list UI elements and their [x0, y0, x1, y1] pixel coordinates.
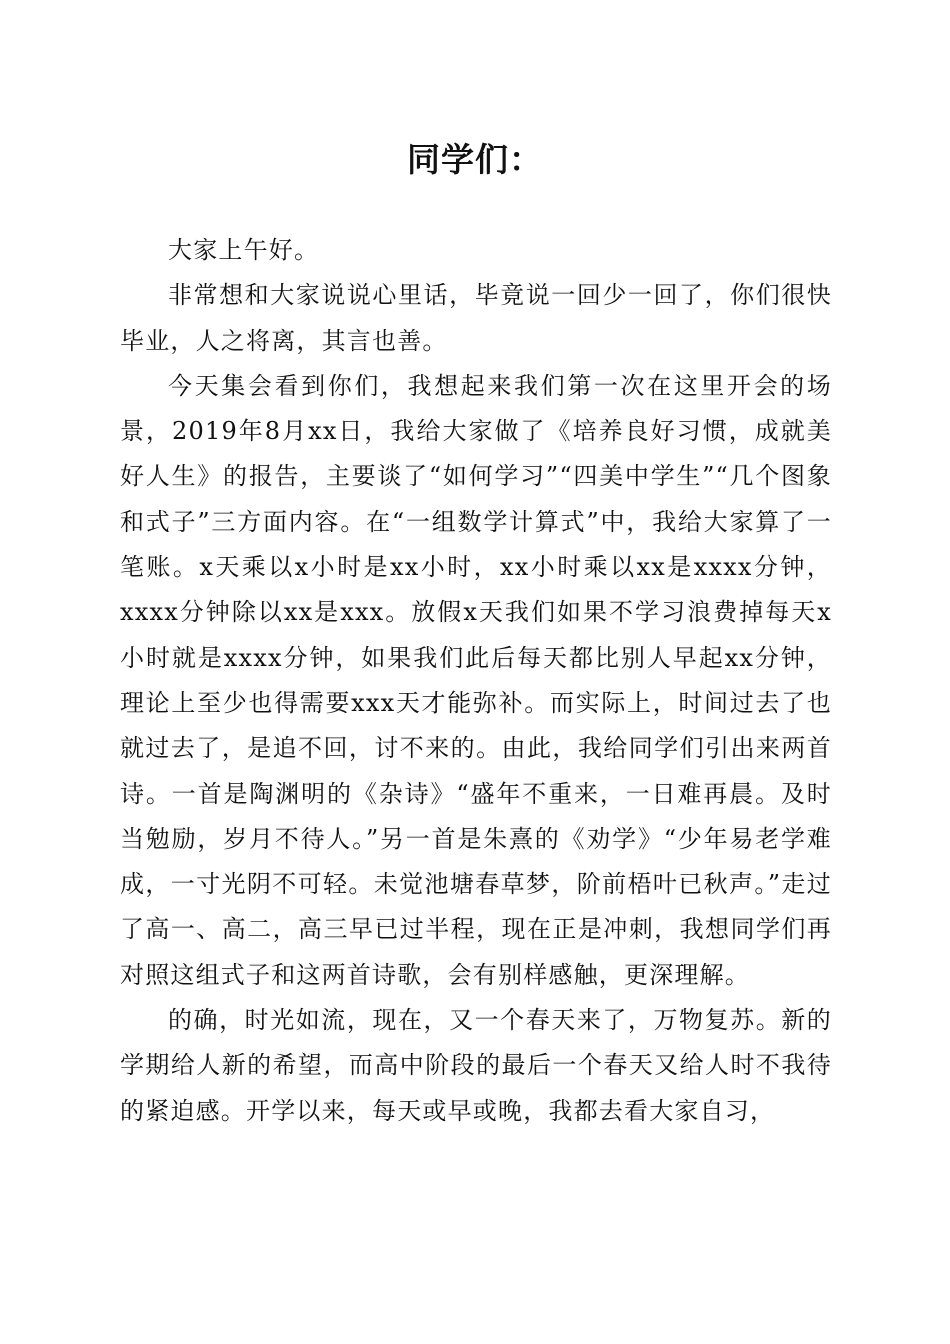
document-body [120, 228, 832, 1134]
paragraph-first-meeting: 今天集会看到你们，我想起来我们第一次在这里开会的场景，2019年8月xx日，我给大家做了《培养良好习惯，成就美好人生》的报告，主要谈了“如何学习”“四美中学生”“几个图象和式子”三方面内容。在“一组数学计算式”中，我给大家算了一笔账。x天乘以x小时是xx小时，xx小时乘以xx是xxxx分钟，xxxx分钟除以xx是xxx。放假x天我们如果不学习浪费掉每天x小时就是xxxx分钟，如果我们此后每天都比别人早起xx分钟，理论上至少也得需要xxx天才能弥补。而实际上，时间过去了也就过去了，是追不回，讨不来的。由此，我给同学们引出来两首诗。一首是陶渊明的《杂诗》“盛年不重来，一日难再晨。及时当勉励，岁月不待人。”另一首是朱熹的《劝学》“少年易老学难成，一寸光阴不可轻。未觉池塘春草梦，阶前梧叶已秋声。”走过了高一、高二，高三早已过半程，现在正是冲刺，我想同学们再对照这组式子和这两首诗歌，会有别样感触，更深理解。 [120, 371, 832, 989]
paragraph-spring: 的确，时光如流，现在，又一个春天来了，万物复苏。新的学期给人新的希望，而高中阶段的最后一个春天又给人时不我待的紧迫感。开学以来，每天或早或晚，我都去看大家自习， [120, 1006, 832, 1125]
paragraph-greeting: 大家上午好。 [168, 236, 320, 264]
document-title: 同学们： [407, 140, 543, 179]
paragraph-heart-words: 非常想和大家说说心里话，毕竟说一回少一回了，你们很快毕业，人之将离，其言也善。 [120, 281, 832, 355]
